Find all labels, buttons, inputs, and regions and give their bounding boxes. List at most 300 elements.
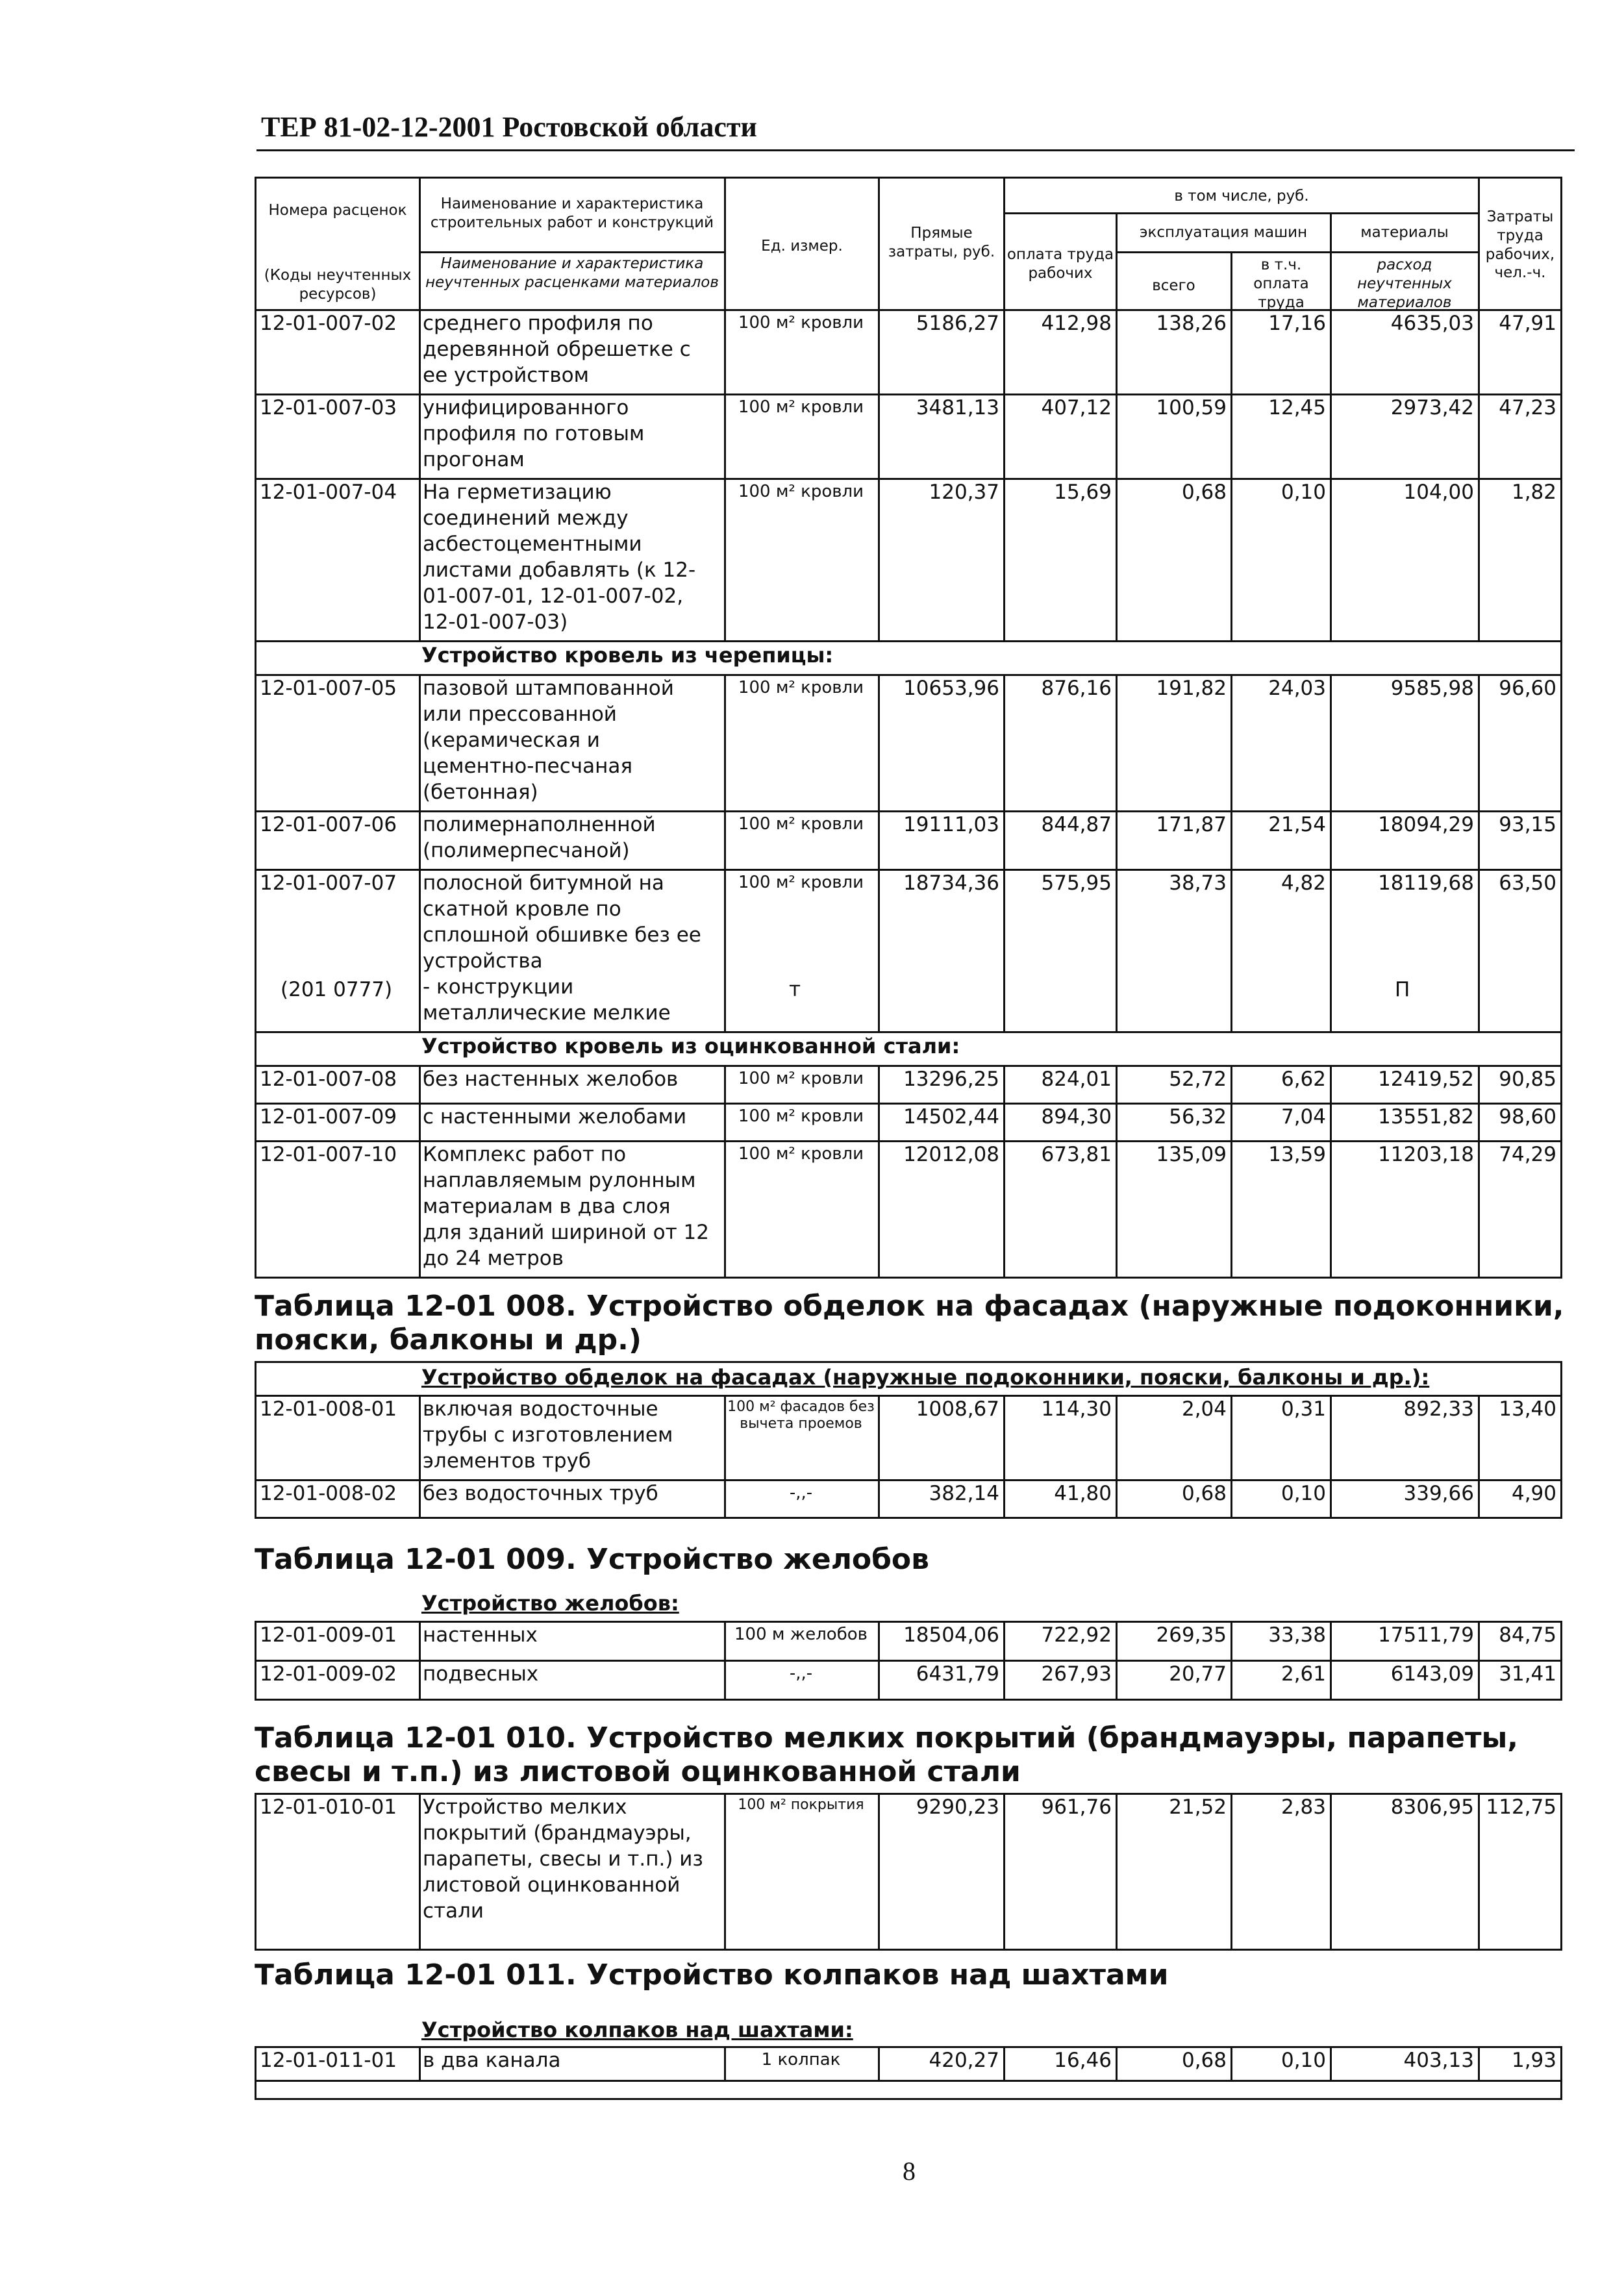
cell-rule xyxy=(724,1103,726,1140)
row-value-pay: 412,98 xyxy=(1041,312,1112,335)
row-unit: 100 м² покрытия xyxy=(738,1797,864,1813)
cell-rule xyxy=(1230,394,1232,478)
cell-rule xyxy=(878,1140,880,1277)
cell-rule xyxy=(724,478,726,640)
row-code: 12-01-011-01 xyxy=(260,2049,397,2072)
row-value-labor: 13,40 xyxy=(1499,1397,1556,1421)
table-left-rule xyxy=(255,2046,256,2098)
row-value-direct: 18734,36 xyxy=(903,871,999,895)
table-right-rule xyxy=(1560,309,1562,1277)
row-code: 12-01-007-04 xyxy=(260,481,397,504)
row-value-machpay: 13,59 xyxy=(1268,1143,1326,1166)
table-block-top xyxy=(255,2046,1562,2048)
cell-rule xyxy=(1478,1621,1480,1660)
row-value-mach: 38,73 xyxy=(1169,871,1227,895)
resource-code: (201 0777) xyxy=(281,978,393,1001)
row-value-labor: 93,15 xyxy=(1499,813,1556,836)
row-value-pay: 267,93 xyxy=(1041,1662,1112,1686)
cell-rule xyxy=(1330,1479,1332,1517)
header-rule-name xyxy=(421,251,724,253)
row-name-line: Комплекс работ по xyxy=(423,1143,627,1166)
row-value-labor: 63,50 xyxy=(1499,871,1556,895)
row-value-machpay: 17,16 xyxy=(1268,312,1326,335)
row-unit: 100 м² кровли xyxy=(738,814,864,834)
cell-rule xyxy=(724,1621,726,1660)
cell-rule xyxy=(1478,309,1480,394)
cell-rule xyxy=(1230,810,1232,869)
row-value-direct: 5186,27 xyxy=(916,312,999,335)
cell-rule xyxy=(1230,1140,1232,1277)
row-bottom-rule xyxy=(255,810,1562,812)
row-value-labor: 84,75 xyxy=(1499,1623,1556,1647)
col-header-machines: эксплуатация машин xyxy=(1139,224,1308,241)
cell-rule xyxy=(1330,1793,1332,1949)
resource-unit: т xyxy=(789,978,801,1001)
cell-rule xyxy=(878,1793,880,1949)
row-value-pay: 673,81 xyxy=(1041,1143,1112,1166)
row-code: 12-01-007-03 xyxy=(260,396,397,419)
cell-rule xyxy=(1116,394,1118,478)
cell-rule xyxy=(1230,1065,1232,1103)
row-value-machpay: 24,03 xyxy=(1268,677,1326,700)
cell-rule xyxy=(1116,1065,1118,1103)
cell-rule xyxy=(419,1479,421,1517)
resource-name-line: - конструкции xyxy=(423,975,574,999)
cell-rule xyxy=(1330,1103,1332,1140)
col-header-machines-pay: в т.ч. оплата труда xyxy=(1253,256,1309,311)
row-value-mach: 0,68 xyxy=(1181,1482,1227,1505)
cell-rule xyxy=(1116,1140,1118,1277)
row-name-line: или прессованной xyxy=(423,703,617,726)
cell-rule xyxy=(724,810,726,869)
cell-rule xyxy=(1478,1103,1480,1140)
row-value-labor: 90,85 xyxy=(1499,1068,1556,1091)
row-bottom-rule xyxy=(255,1699,1562,1701)
row-value-machpay: 7,04 xyxy=(1280,1105,1326,1129)
row-bottom-rule xyxy=(255,1660,1562,1662)
cell-rule xyxy=(1116,1103,1118,1140)
cell-rule xyxy=(1330,1395,1332,1479)
col-header-machines-total: всего xyxy=(1152,277,1195,294)
row-value-mach: 56,32 xyxy=(1169,1105,1227,1129)
row-bottom-rule xyxy=(255,640,1562,642)
row-name-line: скатной кровле по xyxy=(423,897,621,921)
row-value-direct: 382,14 xyxy=(929,1482,999,1505)
row-name-line: прогонам xyxy=(423,448,525,471)
table-left-rule xyxy=(255,309,256,1277)
row-value-pay: 114,30 xyxy=(1041,1397,1112,1421)
col-header-labor-pay: оплата труда рабочих xyxy=(1006,246,1114,282)
cell-rule xyxy=(1478,1395,1480,1479)
row-value-direct: 10653,96 xyxy=(903,677,999,700)
row-value-mach: 0,68 xyxy=(1181,481,1227,504)
table-block-top xyxy=(255,1793,1562,1795)
cell-rule xyxy=(1003,1793,1005,1949)
table-right-rule xyxy=(1560,1621,1562,1699)
cell-rule xyxy=(724,1140,726,1277)
document-header: ТЕР 81-02-12-2001 Ростовской области xyxy=(261,111,757,143)
cell-rule xyxy=(1003,1621,1005,1660)
header-rule-subcols xyxy=(1116,251,1478,253)
section-heading: Устройство кровель из черепицы: xyxy=(421,643,834,668)
cell-rule xyxy=(1478,478,1480,640)
cell-rule xyxy=(1330,869,1332,1031)
row-code: 12-01-007-07 xyxy=(260,871,397,895)
row-value-mat: 13551,82 xyxy=(1378,1105,1474,1129)
row-value-pay: 407,12 xyxy=(1041,396,1112,419)
cell-rule xyxy=(419,478,421,640)
row-value-labor: 112,75 xyxy=(1486,1795,1556,1819)
cell-rule xyxy=(878,1621,880,1660)
cell-rule xyxy=(878,1479,880,1517)
section-rule xyxy=(255,1395,1562,1397)
cell-rule xyxy=(1230,674,1232,810)
row-value-pay: 16,46 xyxy=(1054,2049,1112,2072)
cell-rule xyxy=(419,1103,421,1140)
section-heading: Устройство кровель из оцинкованной стали: xyxy=(421,1034,960,1058)
cell-rule xyxy=(878,2046,880,2080)
row-code: 12-01-009-01 xyxy=(260,1623,397,1647)
cell-rule xyxy=(1330,1660,1332,1699)
cell-rule xyxy=(1003,1395,1005,1479)
row-unit: 1 колпак xyxy=(761,2050,841,2069)
row-name-line: 12-01-007-03) xyxy=(423,610,568,634)
row-value-direct: 420,27 xyxy=(929,2049,999,2072)
cell-rule xyxy=(1330,810,1332,869)
row-value-pay: 15,69 xyxy=(1054,481,1112,504)
cell-rule xyxy=(878,478,880,640)
row-value-mat: 6143,09 xyxy=(1390,1662,1474,1686)
row-name-line: устройства xyxy=(423,949,543,973)
cell-rule xyxy=(1330,394,1332,478)
cell-rule xyxy=(1003,1103,1005,1140)
cell-rule xyxy=(878,674,880,810)
cell-rule xyxy=(724,2046,726,2080)
row-bottom-rule xyxy=(255,478,1562,480)
row-value-mat: 4635,03 xyxy=(1390,312,1474,335)
row-code: 12-01-008-01 xyxy=(260,1397,397,1421)
cell-rule xyxy=(1116,1395,1118,1479)
col-header-labor-cost: Затраты труда рабочих, чел.-ч. xyxy=(1485,208,1555,282)
table-title: Таблица 12-01 008. Устройство обделок на фасадах (наружные подоконники, xyxy=(255,1290,1564,1323)
row-bottom-rule xyxy=(255,1949,1562,1951)
col-header-name: Наименование и характеристика строительных работ и конструкций xyxy=(430,195,714,231)
row-value-mat: 339,66 xyxy=(1403,1482,1474,1505)
row-value-mat: 12419,52 xyxy=(1378,1068,1474,1091)
row-value-direct: 3481,13 xyxy=(916,396,999,419)
cell-rule xyxy=(419,1395,421,1479)
table-title: Таблица 12-01 009. Устройство желобов xyxy=(255,1543,929,1576)
row-value-pay: 824,01 xyxy=(1041,1068,1112,1091)
row-unit: 100 м² кровли xyxy=(738,1144,864,1164)
cell-rule xyxy=(419,2046,421,2080)
row-value-machpay: 4,82 xyxy=(1280,871,1326,895)
cell-rule xyxy=(1230,1793,1232,1949)
col-header-incl: в том числе, руб. xyxy=(1174,188,1309,205)
row-name-line: сплошной обшивке без ее xyxy=(423,923,701,947)
cell-rule xyxy=(1003,1140,1005,1277)
cell-rule xyxy=(1116,2046,1118,2080)
row-value-labor: 1,93 xyxy=(1511,2049,1556,2072)
row-value-labor: 31,41 xyxy=(1499,1662,1556,1686)
row-code: 12-01-007-06 xyxy=(260,813,397,836)
row-value-direct: 9290,23 xyxy=(916,1795,999,1819)
row-unit: 100 м² кровли xyxy=(738,397,864,417)
row-value-mach: 269,35 xyxy=(1156,1623,1227,1647)
cell-rule xyxy=(419,1621,421,1660)
table-top-border xyxy=(255,177,1562,179)
section-rule xyxy=(255,1621,1562,1623)
cell-rule xyxy=(1116,810,1118,869)
cell-rule xyxy=(1230,1395,1232,1479)
row-value-machpay: 0,10 xyxy=(1280,1482,1326,1505)
cell-rule xyxy=(1478,674,1480,810)
cell-rule xyxy=(1003,478,1005,640)
row-value-machpay: 0,10 xyxy=(1280,481,1326,504)
header-rule xyxy=(256,149,1575,151)
row-code: 12-01-007-08 xyxy=(260,1068,397,1091)
row-value-labor: 74,29 xyxy=(1499,1143,1556,1166)
cell-rule xyxy=(1116,869,1118,1031)
row-value-pay: 575,95 xyxy=(1041,871,1112,895)
row-name-line: трубы с изготовлением xyxy=(423,1423,673,1447)
page-number: 8 xyxy=(903,2156,916,2186)
row-value-machpay: 21,54 xyxy=(1268,813,1326,836)
cell-rule xyxy=(1230,1621,1232,1660)
cell-rule xyxy=(1116,1621,1118,1660)
row-name-line: листовой оцинкованной xyxy=(423,1873,681,1897)
row-value-direct: 12012,08 xyxy=(903,1143,999,1166)
row-name-line: среднего профиля по xyxy=(423,312,653,335)
row-unit: -,,- xyxy=(789,1483,813,1503)
row-value-mach: 191,82 xyxy=(1156,677,1227,700)
row-name-line: На герметизацию xyxy=(423,481,612,504)
row-value-mat: 18119,68 xyxy=(1378,871,1474,895)
cell-rule xyxy=(1003,810,1005,869)
row-name-line: полимернаполненной xyxy=(423,813,656,836)
cell-rule xyxy=(1003,869,1005,1031)
row-value-direct: 6431,79 xyxy=(916,1662,999,1686)
row-value-direct: 14502,44 xyxy=(903,1105,999,1129)
row-bottom-rule xyxy=(255,1140,1562,1142)
cell-rule xyxy=(1330,478,1332,640)
cell-rule xyxy=(1230,1660,1232,1699)
row-name-line: соединений между xyxy=(423,506,629,530)
row-name-line: с настенными желобами xyxy=(423,1105,687,1129)
row-name-line: унифицированного xyxy=(423,396,629,419)
row-name-line: подвесных xyxy=(423,1662,539,1686)
cell-rule xyxy=(878,1660,880,1699)
row-name-line: в два канала xyxy=(423,2049,561,2072)
row-unit: 100 м желобов xyxy=(734,1625,868,1644)
cell-rule xyxy=(1478,1065,1480,1103)
row-name-line: цементно-песчаная xyxy=(423,755,632,778)
row-value-machpay: 2,61 xyxy=(1280,1662,1326,1686)
row-value-mat: 9585,98 xyxy=(1390,677,1474,700)
row-name-line: листами добавлять (к 12- xyxy=(423,558,696,582)
row-value-mach: 2,04 xyxy=(1181,1397,1227,1421)
row-code: 12-01-010-01 xyxy=(260,1795,397,1819)
cell-rule xyxy=(419,394,421,478)
row-code: 12-01-007-02 xyxy=(260,312,397,335)
table-left-rule xyxy=(255,1361,256,1517)
row-code: 12-01-007-09 xyxy=(260,1105,397,1129)
row-value-labor: 98,60 xyxy=(1499,1105,1556,1129)
cell-rule xyxy=(1230,309,1232,394)
cell-rule xyxy=(419,674,421,810)
table-title: Таблица 12-01 011. Устройство колпаков над шахтами xyxy=(255,1958,1169,1992)
row-code: 12-01-009-02 xyxy=(260,1662,397,1686)
cell-rule xyxy=(724,1479,726,1517)
row-name-line: покрытий (брандмауэры, xyxy=(423,1821,692,1845)
cell-rule xyxy=(724,1395,726,1479)
row-name-line: Устройство мелких xyxy=(423,1795,627,1819)
cell-rule xyxy=(1116,478,1118,640)
cell-rule xyxy=(1003,1065,1005,1103)
table-left-rule xyxy=(255,1793,256,1949)
row-value-labor: 4,90 xyxy=(1511,1482,1556,1505)
row-name-line: деревянной обрешетке с xyxy=(423,338,691,361)
row-value-machpay: 2,83 xyxy=(1280,1795,1326,1819)
row-bottom-rule xyxy=(255,1031,1562,1033)
cell-rule xyxy=(1003,394,1005,478)
cell-rule xyxy=(878,810,880,869)
cell-rule xyxy=(1003,674,1005,810)
row-bottom-rule xyxy=(255,1277,1562,1279)
row-value-mat: 403,13 xyxy=(1403,2049,1474,2072)
table-right-rule xyxy=(1560,2046,1562,2098)
row-value-mach: 171,87 xyxy=(1156,813,1227,836)
cell-rule xyxy=(1003,1660,1005,1699)
cell-rule xyxy=(419,309,421,394)
col-header-materials: материалы xyxy=(1360,224,1449,241)
row-name-line: включая водосточные xyxy=(423,1397,658,1421)
cell-rule xyxy=(878,1395,880,1479)
row-value-mat: 18094,29 xyxy=(1378,813,1474,836)
cell-rule xyxy=(1003,2046,1005,2080)
row-name-line: материалам в два слоя xyxy=(423,1195,671,1218)
row-bottom-rule xyxy=(255,1517,1562,1519)
cell-rule xyxy=(1116,1479,1118,1517)
cell-rule xyxy=(1230,478,1232,640)
row-value-labor: 1,82 xyxy=(1511,481,1556,504)
cell-rule xyxy=(1330,1140,1332,1277)
col-header-code: Номера расценок xyxy=(268,202,407,219)
cell-rule xyxy=(724,674,726,810)
row-value-pay: 844,87 xyxy=(1041,813,1112,836)
row-unit: 100 м² кровли xyxy=(738,313,864,332)
row-value-mat: 17511,79 xyxy=(1378,1623,1474,1647)
col-divider xyxy=(878,177,880,309)
row-value-pay: 876,16 xyxy=(1041,677,1112,700)
cell-rule xyxy=(1330,1621,1332,1660)
cell-rule xyxy=(1116,1660,1118,1699)
row-name-line: пазовой штампованной xyxy=(423,677,674,700)
col-header-materials-sub: расход неучтенных материалов xyxy=(1357,256,1452,311)
row-value-direct: 120,37 xyxy=(929,481,999,504)
row-value-direct: 13296,25 xyxy=(903,1068,999,1091)
table-title: свесы и т.п.) из листовой оцинкованной стали xyxy=(255,1755,1021,1788)
section-heading: Устройство желобов: xyxy=(421,1591,679,1616)
row-value-pay: 41,80 xyxy=(1054,1482,1112,1505)
cell-rule xyxy=(1478,1140,1480,1277)
table-left-rule xyxy=(255,1621,256,1699)
cell-rule xyxy=(419,810,421,869)
row-value-mach: 100,59 xyxy=(1156,396,1227,419)
section-heading: Устройство обделок на фасадах (наружные подоконники, пояски, балконы и др.): xyxy=(421,1365,1430,1390)
row-name-line: (полимерпесчаной) xyxy=(423,839,630,862)
row-unit: -,,- xyxy=(789,1664,813,1683)
col-header-name-sub: Наименование и характеристика неучтенных расценками материалов xyxy=(425,255,719,291)
cell-rule xyxy=(724,1065,726,1103)
row-value-machpay: 0,31 xyxy=(1280,1397,1326,1421)
row-value-labor: 47,23 xyxy=(1499,396,1556,419)
row-name-line: (керамическая и xyxy=(423,729,600,752)
section-rule xyxy=(255,674,1562,676)
row-name-line: стали xyxy=(423,1899,484,1923)
row-name-line: парапеты, свесы и т.п.) из xyxy=(423,1847,703,1871)
cell-rule xyxy=(1116,309,1118,394)
row-name-line: профиля по готовым xyxy=(423,422,645,445)
cell-rule xyxy=(1478,810,1480,869)
row-name-line: элементов труб xyxy=(423,1449,591,1473)
cell-rule xyxy=(878,1065,880,1103)
row-name-line: ее устройством xyxy=(423,364,589,387)
cell-rule xyxy=(419,1660,421,1699)
row-bottom-rule xyxy=(255,2080,1562,2082)
row-bottom-rule xyxy=(255,1479,1562,1481)
row-name-line: 01-007-01, 12-01-007-02, xyxy=(423,584,684,608)
cell-rule xyxy=(1230,2046,1232,2080)
row-value-mat: 104,00 xyxy=(1403,481,1474,504)
cell-rule xyxy=(1330,1065,1332,1103)
cell-rule xyxy=(1478,2046,1480,2080)
col-header-unit: Ед. измер. xyxy=(761,238,843,255)
section-rule xyxy=(255,1065,1562,1067)
cell-rule xyxy=(1230,869,1232,1031)
row-value-labor: 47,91 xyxy=(1499,312,1556,335)
table-right-rule xyxy=(1560,1361,1562,1517)
row-name-line: без водосточных труб xyxy=(423,1482,658,1505)
row-value-machpay: 0,10 xyxy=(1280,2049,1326,2072)
cell-rule xyxy=(724,1660,726,1699)
row-value-pay: 961,76 xyxy=(1041,1795,1112,1819)
cell-rule xyxy=(878,1103,880,1140)
row-value-mat: 8306,95 xyxy=(1390,1795,1474,1819)
row-name-line: для зданий шириной от 12 xyxy=(423,1221,709,1244)
table-bottom-rule xyxy=(255,2098,1562,2100)
row-value-mat: 11203,18 xyxy=(1378,1143,1474,1166)
row-value-pay: 894,30 xyxy=(1041,1105,1112,1129)
cell-rule xyxy=(724,309,726,394)
cell-rule xyxy=(419,1140,421,1277)
row-value-machpay: 33,38 xyxy=(1268,1623,1326,1647)
cell-rule xyxy=(724,394,726,478)
row-code: 12-01-007-10 xyxy=(260,1143,397,1166)
cell-rule xyxy=(419,1793,421,1949)
cell-rule xyxy=(724,869,726,1031)
cell-rule xyxy=(1478,394,1480,478)
cell-rule xyxy=(1230,1479,1232,1517)
row-code: 12-01-007-05 xyxy=(260,677,397,700)
row-value-pay: 722,92 xyxy=(1041,1623,1112,1647)
row-value-mach: 135,09 xyxy=(1156,1143,1227,1166)
cell-rule xyxy=(419,869,421,1031)
row-code: 12-01-008-02 xyxy=(260,1482,397,1505)
row-name-line: наплавляемым рулонным xyxy=(423,1169,696,1192)
cell-rule xyxy=(1478,1479,1480,1517)
cell-rule xyxy=(1003,309,1005,394)
